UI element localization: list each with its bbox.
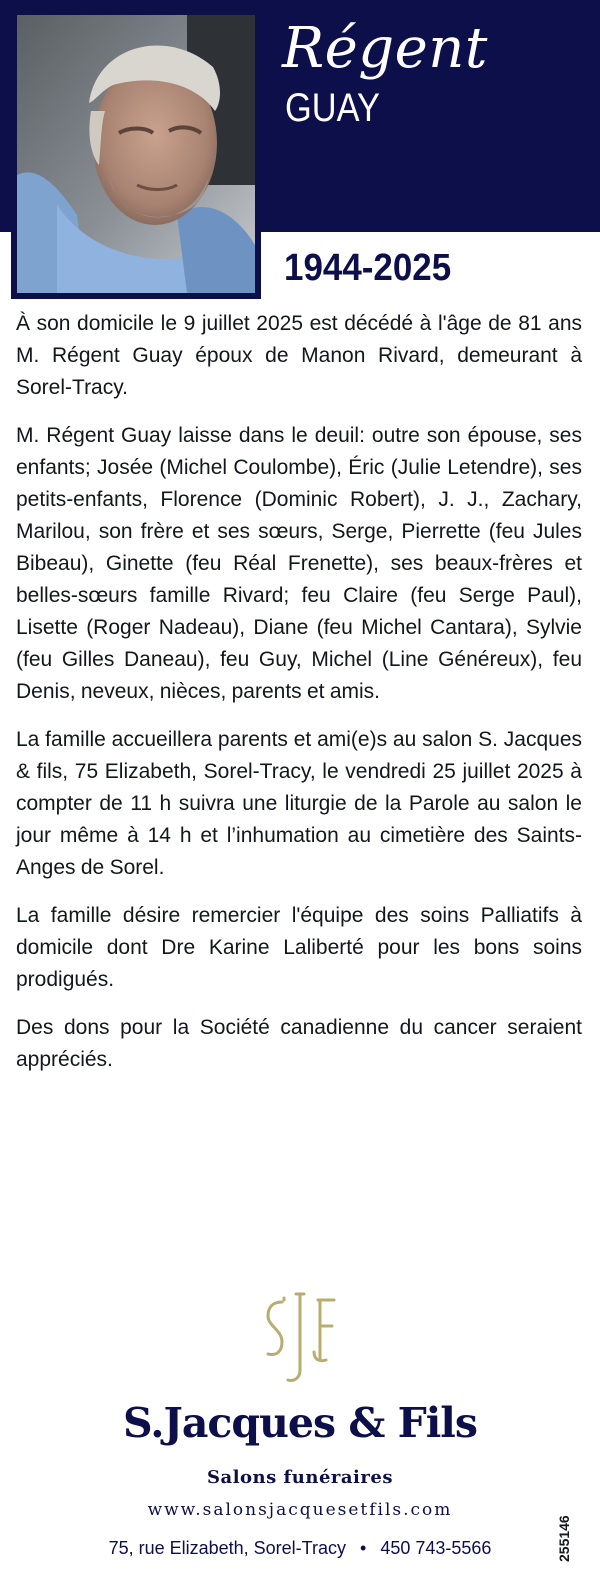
paragraph-survivors: M. Régent Guay laisse dans le deuil: outre son épouse, ses enfants; Josée (Michel Coulombe), Éric (Julie Letendre), ses petits-enfants, Florence (Dominic Robert), J. J., Zachary, Marilou, son frère et ses sœurs, Serge, Pierrette (feu Jules Bibeau), Ginette (feu Réal Frenette), ses beaux-frères et belles-sœurs famille Rivard; feu Claire (feu Serge Paul), Lisette (Roger Nadeau), Diane (feu Michel Cantara), Sylvie (feu Gilles Daneau), feu Guy, Michel (Line Généreux), feu Denis, neveux, nièces, parents et amis. [16,424,582,703]
funeral-home-subtitle: Salons funéraires [207,1467,393,1488]
funeral-home-contact [0,1535,600,1561]
funeral-home-phone: 450 743-5566 [380,1538,492,1558]
sjf-monogram-logo [260,1290,340,1386]
bullet-separator: • [360,1538,367,1558]
paragraph-thanks: La famille désire remercier l'équipe des soins Palliatifs à domicile dont Dre Karine Laliberté pour les bons soins prodigués. [16,904,582,991]
deceased-last-name: GUAY [285,86,380,130]
paragraph-donations: Des dons pour la Société canadienne du cancer seraient appréciés. [16,1016,582,1071]
portrait-image [17,15,255,293]
funeral-home-brand: S.Jacques & Fils [123,1399,477,1447]
funeral-home-address: 75, rue Elizabeth, Sorel-Tracy [108,1538,346,1558]
life-years: 1944-2025 [284,247,452,289]
portrait-photo [11,9,261,299]
ad-reference-number: 255146 [556,1515,572,1562]
deceased-first-name: Régent [282,16,488,81]
obituary-body [16,308,582,1092]
funeral-home-website: www.salonsjacquesetfils.com [147,1500,453,1520]
paragraph-death-notice: À son domicile le 9 juillet 2025 est décédé à l'âge de 81 ans M. Régent Guay époux de Manon Rivard, demeurant à Sorel-Tracy. [16,312,582,399]
paragraph-visitation: La famille accueillera parents et ami(e)s au salon S. Jacques & fils, 75 Elizabeth, Sorel-Tracy, le vendredi 25 juillet 2025 à compter de 11 h suivra une liturgie de la Parole au salon le jour même à 14 h et l’inhumation au cimetière des Saints-Anges de Sorel. [16,728,582,879]
